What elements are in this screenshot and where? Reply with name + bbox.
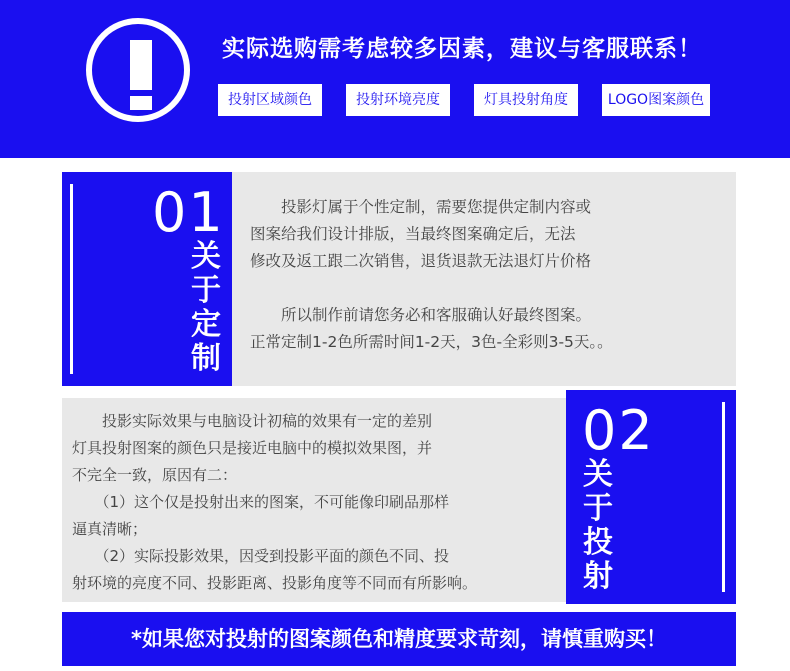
divider-line: [722, 402, 725, 592]
title-char: 投: [583, 525, 613, 560]
exclamation-bar: [130, 40, 152, 90]
title-char: 定: [191, 307, 221, 342]
tag-projection-angle: 灯具投射角度: [474, 84, 578, 116]
section-title: [188, 240, 224, 376]
title-char: 射: [583, 559, 613, 594]
tag-logo-color: LOGO图案颜色: [602, 84, 710, 116]
exclamation-dot: [130, 96, 152, 110]
section-number: 02: [582, 399, 655, 462]
tag-environment-brightness: 投射环境亮度: [346, 84, 450, 116]
title-char: 关: [191, 239, 221, 274]
section-customization-title-panel: [62, 172, 232, 386]
banner-headline: 实际选购需考虑较多因素，建议与客服联系！: [222, 36, 702, 62]
tag-projection-area-color: 投射区域颜色: [218, 84, 322, 116]
section-projection-text: 投影实际效果与电脑设计初稿的效果有一定的差别 灯具投射图案的颜色只是接近电脑中的模拟效果图，并 不完全一致，原因有二： （1）这个仅是投射出来的图案，不可能像印刷品那样 逼真清晰； （2）实际投影效果，因受到投影平面的颜色不同、投 射环境的亮度不同、投影距离、投影角度等不同而有所影响。: [72, 412, 478, 592]
title-char: 制: [191, 341, 221, 376]
exclamation-icon: [86, 18, 190, 122]
title-char: 于: [583, 491, 613, 526]
divider-line: [70, 184, 73, 374]
warning-banner: [0, 0, 790, 158]
title-char: 于: [191, 273, 221, 308]
section-title: [580, 458, 616, 594]
section-projection-title-panel: [566, 390, 736, 604]
section-customization-text: 投影灯属于个性定制，需要您提供定制内容或 图案给我们设计排版，当最终图案确定后，无法 修改及返工跟二次销售，退货退款无法退灯片价格 所以制作前请您务必和客服确认好最终图案。 正常定制1-2色所需时间1-2天，3色-全彩则3-5天。。: [250, 198, 613, 351]
footer-warning: *如果您对投射的图案颜色和精度要求苛刻，请慎重购买！: [62, 612, 736, 666]
title-char: 关: [583, 457, 613, 492]
section-number: 01: [152, 181, 225, 244]
